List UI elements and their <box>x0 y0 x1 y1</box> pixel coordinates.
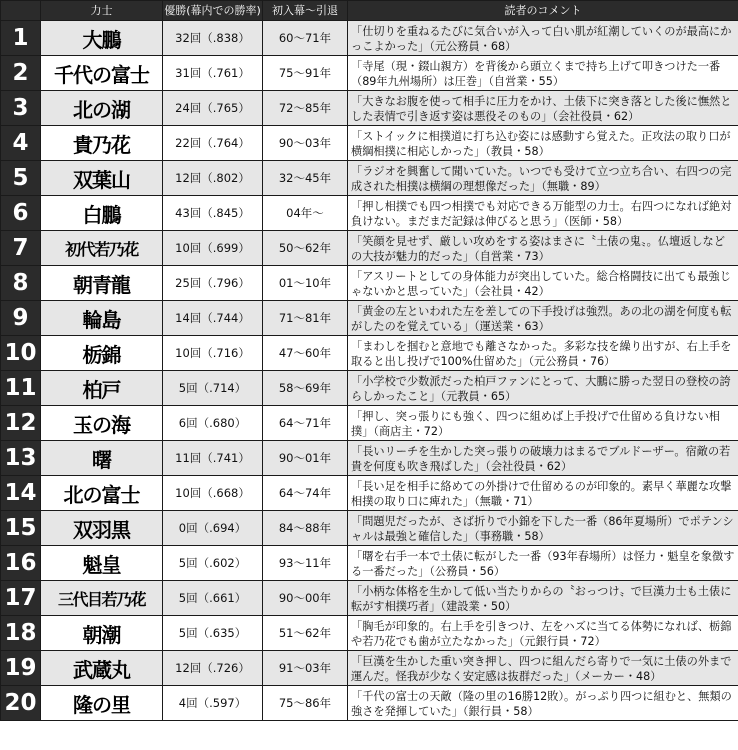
rank-number: 19 <box>1 651 41 686</box>
header-rank <box>1 1 41 21</box>
rikishi-name: 曙 <box>41 441 163 476</box>
rikishi-name: 貴乃花 <box>41 126 163 161</box>
reader-comment: 「巨漢を生かした重い突き押し、四つに組んだら寄りで一気に土俵の外まで運んだ。怪我が少なく安定感は抜群だった」（メーカー・48） <box>348 651 738 686</box>
rikishi-name: 柏戸 <box>41 371 163 406</box>
championships: 31回（.761） <box>163 56 263 91</box>
table-row <box>1 336 738 371</box>
championships: 10回（.716） <box>163 336 263 371</box>
rank-number: 8 <box>1 266 41 301</box>
career-period: 75～91年 <box>263 56 348 91</box>
rank-number: 4 <box>1 126 41 161</box>
table-row <box>1 301 738 336</box>
reader-comment: 「胸毛が印象的。右上手を引きつけ、左をハズに当てる体勢になれば、栃錦や若乃花でも歯が立たなかった」（元銀行員・72） <box>348 616 738 651</box>
championships: 32回（.838） <box>163 21 263 56</box>
table-row <box>1 161 738 196</box>
rank-number: 16 <box>1 546 41 581</box>
rank-number: 9 <box>1 301 41 336</box>
reader-comment: 「長いリーチを生かした突っ張りの破壊力はまるでブルドーザー。宿敵の若貴を何度も吹き飛ばした」（会社役員・62） <box>348 441 738 476</box>
championships: 12回（.726） <box>163 651 263 686</box>
table-row <box>1 91 738 126</box>
table-row <box>1 126 738 161</box>
championships: 5回（.635） <box>163 616 263 651</box>
rank-number: 12 <box>1 406 41 441</box>
reader-comment: 「アスリートとしての身体能力が突出していた。総合格闘技に出ても最強じゃないかと思っていた」（会社員・42） <box>348 266 738 301</box>
rikishi-name: 北の湖 <box>41 91 163 126</box>
career-period: 32～45年 <box>263 161 348 196</box>
championships: 0回（.694） <box>163 511 263 546</box>
table-row <box>1 371 738 406</box>
reader-comment: 「ストイックに相撲道に打ち込む姿には感動すら覚えた。正攻法の取り口が横綱相撲に相応しかった」（教員・58） <box>348 126 738 161</box>
career-period: 47～60年 <box>263 336 348 371</box>
reader-comment: 「押し相撲でも四つ相撲でも対応できる万能型の力士。右四つになれば絶対負けない。まだまだ記録は伸びると思う」（医師・58） <box>348 196 738 231</box>
header-comment: 読者のコメント <box>348 1 738 21</box>
rank-number: 18 <box>1 616 41 651</box>
reader-comment: 「押し、突っ張りにも強く、四つに組めば上手投げで仕留める負けない相撲」（商店主・72） <box>348 406 738 441</box>
reader-comment: 「仕切りを重ねるたびに気合いが入って白い肌が紅潮していくのが最高にかっこよかった」（元公務員・68） <box>348 21 738 56</box>
reader-comment: 「千代の富士の天敵（隆の里の16勝12敗）。がっぷり四つに組むと、無類の強さを発揮していた」（銀行員・58） <box>348 686 738 721</box>
championships: 12回（.802） <box>163 161 263 196</box>
championships: 11回（.741） <box>163 441 263 476</box>
table-row <box>1 581 738 616</box>
championships: 5回（.661） <box>163 581 263 616</box>
rikishi-name: 輪島 <box>41 301 163 336</box>
career-period: 64～74年 <box>263 476 348 511</box>
championships: 4回（.597） <box>163 686 263 721</box>
table-row <box>1 21 738 56</box>
career-period: 01～10年 <box>263 266 348 301</box>
rank-number: 5 <box>1 161 41 196</box>
championships: 10回（.668） <box>163 476 263 511</box>
table-row <box>1 616 738 651</box>
table-row <box>1 651 738 686</box>
rikishi-name: 白鵬 <box>41 196 163 231</box>
reader-comment: 「問題児だったが、さば折りで小錦を下した一番（86年夏場所）でポテンシャルは最強と確信した」（事務職・58） <box>348 511 738 546</box>
rank-number: 10 <box>1 336 41 371</box>
reader-comment: 「ラジオを興奮して聞いていた。いつでも受けて立つ立ち合い、右四つの完成された相撲は横綱の理想像だった」（無職・89） <box>348 161 738 196</box>
table-row <box>1 546 738 581</box>
career-period: 90～03年 <box>263 126 348 161</box>
career-period: 60～71年 <box>263 21 348 56</box>
header-period: 初入幕～引退 <box>263 1 348 21</box>
rikishi-name: 大鵬 <box>41 21 163 56</box>
career-period: 72～85年 <box>263 91 348 126</box>
rikishi-name: 三代目若乃花 <box>41 581 163 616</box>
table-row <box>1 56 738 91</box>
career-period: 58～69年 <box>263 371 348 406</box>
reader-comment: 「大きなお腹を使って相手に圧力をかけ、土俵下に突き落とした後に憮然とした表情で引き返す姿は悪役そのもの」（会社役員・62） <box>348 91 738 126</box>
reader-comment: 「まわしを掴むと意地でも離さなかった。多彩な技を繰り出すが、右上手を取ると出し投げで100%仕留めた」（元公務員・76） <box>348 336 738 371</box>
reader-comment: 「曙を右手一本で土俵に転がした一番（93年春場所）は怪力・魁皇を象徴する一番だった」（公務員・56） <box>348 546 738 581</box>
table-row <box>1 266 738 301</box>
rikishi-name: 魁皇 <box>41 546 163 581</box>
table-row <box>1 476 738 511</box>
rank-number: 3 <box>1 91 41 126</box>
rank-number: 7 <box>1 231 41 266</box>
rikishi-name: 武蔵丸 <box>41 651 163 686</box>
table-row <box>1 406 738 441</box>
reader-comment: 「寺尾（現・錣山親方）を背後から頭立くまで持ち上げて叩きつけた一番（89年九州場所）は圧巻」（自営業・55） <box>348 56 738 91</box>
reader-comment: 「長い足を相手に絡めての外掛けで仕留めるのが印象的。素早く華麗な攻撃相撲の取り口に痺れた」（無職・71） <box>348 476 738 511</box>
career-period: 71～81年 <box>263 301 348 336</box>
career-period: 64～71年 <box>263 406 348 441</box>
championships: 5回（.714） <box>163 371 263 406</box>
reader-comment: 「小柄な体格を生かして低い当たりからの〝おっつけ〟で巨漢力士も土俵に転がす相撲巧者」（建設業・50） <box>348 581 738 616</box>
rikishi-name: 朝潮 <box>41 616 163 651</box>
championships: 22回（.764） <box>163 126 263 161</box>
rikishi-name: 双葉山 <box>41 161 163 196</box>
rikishi-name: 玉の海 <box>41 406 163 441</box>
table-row <box>1 231 738 266</box>
table-body <box>1 21 738 721</box>
header-name: 力士 <box>41 1 163 21</box>
header-row <box>1 1 738 21</box>
reader-comment: 「笑顔を見せず、厳しい攻めをする姿はまさに〝土俵の鬼〟。仏壇返しなどの大技が魅力的だった」（自営業・73） <box>348 231 738 266</box>
career-period: 84～88年 <box>263 511 348 546</box>
championships: 43回（.845） <box>163 196 263 231</box>
career-period: 51～62年 <box>263 616 348 651</box>
rikishi-name: 隆の里 <box>41 686 163 721</box>
rikishi-name: 初代若乃花 <box>41 231 163 266</box>
rikishi-name: 双羽黒 <box>41 511 163 546</box>
career-period: 90～01年 <box>263 441 348 476</box>
rank-number: 20 <box>1 686 41 721</box>
rank-number: 14 <box>1 476 41 511</box>
career-period: 93～11年 <box>263 546 348 581</box>
rank-number: 13 <box>1 441 41 476</box>
career-period: 04年～ <box>263 196 348 231</box>
championships: 24回（.765） <box>163 91 263 126</box>
rank-number: 17 <box>1 581 41 616</box>
rank-number: 1 <box>1 21 41 56</box>
career-period: 91～03年 <box>263 651 348 686</box>
championships: 5回（.602） <box>163 546 263 581</box>
rikishi-name: 北の富士 <box>41 476 163 511</box>
rikishi-name: 千代の富士 <box>41 56 163 91</box>
career-period: 75～86年 <box>263 686 348 721</box>
championships: 14回（.744） <box>163 301 263 336</box>
header-wins: 優勝(幕内での勝率) <box>163 1 263 21</box>
championships: 10回（.699） <box>163 231 263 266</box>
rank-number: 6 <box>1 196 41 231</box>
rank-number: 2 <box>1 56 41 91</box>
rank-number: 11 <box>1 371 41 406</box>
rikishi-name: 朝青龍 <box>41 266 163 301</box>
career-period: 50～62年 <box>263 231 348 266</box>
table-row <box>1 441 738 476</box>
rikishi-name: 栃錦 <box>41 336 163 371</box>
table-row <box>1 196 738 231</box>
table-row <box>1 686 738 721</box>
championships: 25回（.796） <box>163 266 263 301</box>
career-period: 90～00年 <box>263 581 348 616</box>
championships: 6回（.680） <box>163 406 263 441</box>
table-row <box>1 511 738 546</box>
rank-number: 15 <box>1 511 41 546</box>
reader-comment: 「小学校で少数派だった柏戸ファンにとって、大鵬に勝った翌日の登校の誇らしかったこと」（元教員・65） <box>348 371 738 406</box>
reader-comment: 「黄金の左といわれた左を差しての下手投げは強烈。あの北の湖を何度も転がしたのを覚えている」（運送業・63） <box>348 301 738 336</box>
